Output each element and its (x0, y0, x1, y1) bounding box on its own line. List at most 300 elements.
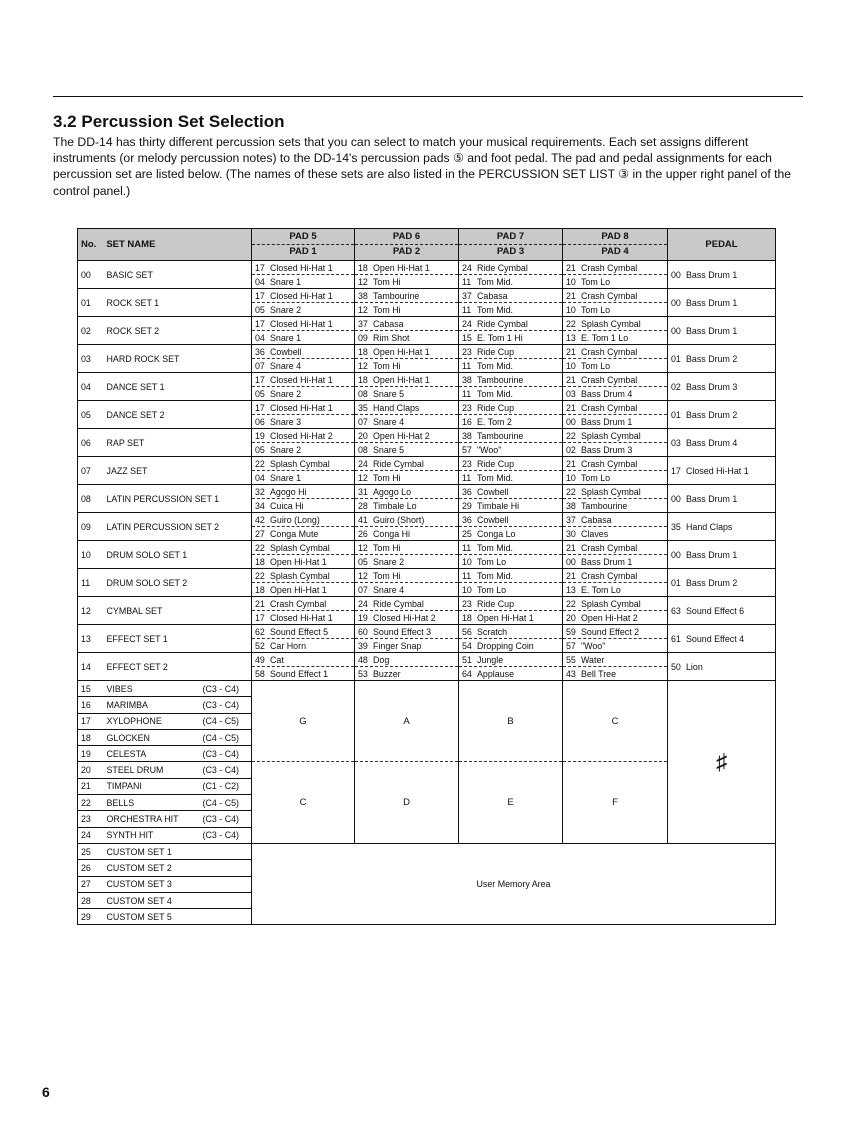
sound-name: Open Hi-Hat 1 (270, 556, 327, 567)
pedal-cell (668, 625, 776, 653)
sound-name: Open Hi-Hat 1 (373, 374, 430, 385)
sound-number: 21 (566, 262, 576, 273)
sound-name: Crash Cymbal (581, 458, 638, 469)
pad-cell (355, 303, 459, 317)
sound-number: 23 (462, 402, 472, 413)
note-range: (C1 - C2) (202, 781, 239, 792)
sound-number: 00 (566, 416, 576, 427)
set-name: CUSTOM SET 5 (104, 909, 252, 925)
table-row (78, 345, 776, 359)
header-pad-top: PAD 5 (252, 230, 354, 245)
sound-name: Closed Hi-Hat 1 (270, 262, 333, 273)
sound-name: Dropping Coin (477, 640, 534, 651)
pad-cell (252, 611, 355, 625)
pad-cell (563, 639, 668, 653)
pad-cell (563, 303, 668, 317)
sound-number: 48 (358, 654, 368, 665)
sound-name: Bass Drum 1 (686, 297, 738, 308)
sound-name: Crash Cymbal (581, 570, 638, 581)
sound-number: 11 (462, 304, 472, 315)
pad-cell (252, 261, 355, 275)
sound-name: Crash Cymbal (581, 290, 638, 301)
sound-name: Splash Cymbal (270, 542, 330, 553)
sound-number: 63 (671, 605, 681, 616)
pedal-cell (668, 457, 776, 485)
set-name-with-range (104, 746, 252, 762)
pad-cell (355, 415, 459, 429)
sound-name: Splash Cymbal (270, 458, 330, 469)
table-row (78, 261, 776, 275)
pad-cell (563, 457, 668, 471)
header-no-setname (78, 229, 252, 261)
sound-number: 08 (358, 444, 368, 455)
pedal-cell (668, 485, 776, 513)
sound-number: 19 (358, 612, 368, 623)
sound-name: Bass Drum 1 (686, 493, 738, 504)
sound-name: Bass Drum 1 (686, 325, 738, 336)
sound-number: 16 (462, 416, 472, 427)
pad-cell (459, 317, 563, 331)
sound-number: 06 (255, 416, 265, 427)
pad-cell (563, 373, 668, 387)
sound-name: Snare 5 (373, 444, 405, 455)
table-row (78, 485, 776, 499)
sound-number: 12 (358, 276, 368, 287)
sound-number: 38 (358, 290, 368, 301)
note-letter: A (403, 715, 410, 727)
sound-number: 22 (566, 486, 576, 497)
table-row (78, 625, 776, 639)
pad-cell (563, 443, 668, 457)
sound-number: 18 (255, 584, 265, 595)
set-name: CUSTOM SET 4 (104, 892, 252, 908)
sound-name: Snare 1 (270, 332, 302, 343)
set-name: CUSTOM SET 1 (104, 843, 252, 859)
set-name-with-range (104, 729, 252, 745)
pad-cell (355, 345, 459, 359)
sound-number: 43 (566, 668, 576, 679)
sound-name: Water (581, 654, 605, 665)
sound-name: Crash Cymbal (270, 598, 327, 609)
pad-cell (252, 331, 355, 345)
set-name: EFFECT SET 1 (104, 625, 252, 653)
pad-cell (252, 429, 355, 443)
melody-note-upper (252, 681, 355, 762)
set-number: 16 (78, 697, 104, 713)
pad-cell (563, 485, 668, 499)
set-name: BELLS (106, 797, 135, 808)
pad-cell (459, 499, 563, 513)
sound-name: E. Tom 1 Lo (581, 332, 629, 343)
sound-number: 10 (566, 304, 576, 315)
header-pad-top: PAD 6 (355, 230, 458, 245)
set-name: DRUM SOLO SET 1 (104, 541, 252, 569)
sound-name: Snare 2 (270, 444, 302, 455)
sound-number: 24 (462, 318, 472, 329)
sound-number: 38 (462, 374, 472, 385)
sound-name: Crash Cymbal (581, 346, 638, 357)
pad-cell (459, 401, 563, 415)
sound-name: "Woo" (581, 640, 606, 651)
header-pad-bottom: PAD 3 (496, 246, 525, 257)
set-number: 09 (78, 513, 104, 541)
sound-name: Ride Cup (477, 458, 514, 469)
pad-cell (252, 639, 355, 653)
sound-number: 58 (255, 668, 265, 679)
sound-number: 50 (671, 661, 681, 672)
header-pad-top: PAD 7 (459, 230, 562, 245)
sound-number: 07 (358, 416, 368, 427)
sound-number: 42 (255, 514, 265, 525)
pad-cell (459, 611, 563, 625)
pad-cell (563, 429, 668, 443)
sound-name: Tom Lo (581, 304, 611, 315)
sound-number: 11 (462, 542, 472, 553)
sound-name: Ride Cymbal (477, 262, 528, 273)
note-range: (C3 - C4) (202, 699, 239, 710)
table-row (78, 653, 776, 667)
sound-number: 55 (566, 654, 576, 665)
sound-number: 17 (671, 465, 681, 476)
sound-number: 11 (462, 388, 472, 399)
sound-number: 12 (358, 360, 368, 371)
sound-name: Guiro (Short) (373, 514, 425, 525)
sound-name: Bass Drum 2 (686, 409, 738, 420)
sound-name: Bass Drum 1 (686, 549, 738, 560)
melody-note-upper (355, 681, 459, 762)
set-number: 20 (78, 762, 104, 778)
table-row (78, 513, 776, 527)
sound-number: 62 (255, 626, 265, 637)
sound-number: 18 (462, 612, 472, 623)
pad-cell (355, 527, 459, 541)
sound-name: Ride Cymbal (373, 458, 424, 469)
pad-cell (355, 401, 459, 415)
header-pad-7-3 (459, 229, 563, 261)
pedal-cell (668, 513, 776, 541)
pad-cell (459, 429, 563, 443)
pad-cell (459, 359, 563, 373)
pad-cell (252, 653, 355, 667)
melody-pedal-sharp: ♯ (668, 681, 776, 844)
sound-number: 53 (358, 668, 368, 679)
sound-number: 21 (566, 290, 576, 301)
sound-number: 49 (255, 654, 265, 665)
sound-number: 17 (255, 290, 265, 301)
sound-name: Tom Lo (581, 276, 611, 287)
set-number: 08 (78, 485, 104, 513)
sound-name: Closed Hi-Hat 2 (373, 612, 436, 623)
note-range: (C3 - C4) (202, 748, 239, 759)
set-name: EFFECT SET 2 (104, 653, 252, 681)
set-name: DANCE SET 1 (104, 373, 252, 401)
pedal-cell (668, 541, 776, 569)
pad-cell (459, 387, 563, 401)
melody-note-upper (563, 681, 668, 762)
set-name: HARD ROCK SET (104, 345, 252, 373)
sound-name: Hand Claps (373, 402, 420, 413)
pad-cell (459, 541, 563, 555)
pad-cell (252, 569, 355, 583)
pad-cell (355, 513, 459, 527)
sound-name: Tom Mid. (477, 276, 513, 287)
sound-number: 01 (671, 353, 681, 364)
pad-cell (252, 289, 355, 303)
pad-cell (355, 611, 459, 625)
pad-cell (563, 541, 668, 555)
set-number: 22 (78, 795, 104, 811)
percussion-set-table (77, 228, 776, 925)
sound-number: 00 (671, 269, 681, 280)
pad-cell (459, 443, 563, 457)
sound-name: Crash Cymbal (581, 542, 638, 553)
sound-name: Tom Hi (373, 304, 401, 315)
sound-name: Snare 1 (270, 472, 302, 483)
sound-number: 00 (671, 325, 681, 336)
table-row (78, 597, 776, 611)
pad-cell (459, 457, 563, 471)
sound-name: Snare 2 (270, 388, 302, 399)
pad-cell (252, 513, 355, 527)
sound-name: Tom Lo (477, 584, 507, 595)
note-range: (C3 - C4) (202, 765, 239, 776)
set-number: 25 (78, 843, 104, 859)
sound-number: 12 (358, 570, 368, 581)
sound-number: 21 (566, 570, 576, 581)
sound-name: Bass Drum 2 (686, 353, 738, 364)
note-letter: F (612, 797, 618, 809)
pad-cell (355, 261, 459, 275)
sound-number: 57 (566, 640, 576, 651)
sound-number: 39 (358, 640, 368, 651)
pad-cell (355, 639, 459, 653)
sound-number: 21 (255, 598, 265, 609)
set-name: SYNTH HIT (106, 830, 154, 841)
sound-number: 12 (358, 472, 368, 483)
sound-name: Tom Lo (581, 472, 611, 483)
sound-number: 17 (255, 318, 265, 329)
set-number: 07 (78, 457, 104, 485)
pad-cell (459, 415, 563, 429)
sound-name: Bass Drum 1 (686, 269, 738, 280)
sound-number: 21 (566, 402, 576, 413)
header-pad-bottom: PAD 4 (601, 246, 629, 257)
set-number: 00 (78, 261, 104, 289)
sound-name: Scratch (477, 626, 508, 637)
set-name-with-range (104, 795, 252, 811)
sound-number: 37 (566, 514, 576, 525)
sound-number: 29 (462, 500, 472, 511)
pad-cell (459, 261, 563, 275)
pad-cell (459, 667, 563, 681)
sound-name: Tambourine (477, 374, 524, 385)
sound-number: 59 (566, 626, 576, 637)
note-range: (C4 - C5) (202, 716, 239, 727)
note-range: (C4 - C5) (202, 732, 239, 743)
sound-name: Conga Mute (270, 528, 319, 539)
pad-cell (252, 499, 355, 513)
pad-cell (459, 583, 563, 597)
sound-number: 02 (566, 444, 576, 455)
sound-name: Cuica Hi (270, 500, 304, 511)
set-name: GLOCKEN (106, 732, 150, 743)
sound-number: 03 (566, 388, 576, 399)
pad-cell (563, 555, 668, 569)
sound-number: 37 (358, 318, 368, 329)
pedal-cell (668, 597, 776, 625)
sound-number: 36 (462, 514, 472, 525)
sound-number: 15 (462, 332, 472, 343)
sound-name: Applause (477, 668, 515, 679)
header-pedal: PEDAL (668, 229, 776, 261)
sound-name: Sound Effect 6 (686, 605, 745, 616)
sound-number: 36 (255, 346, 265, 357)
sound-number: 36 (462, 486, 472, 497)
pedal-cell (668, 373, 776, 401)
sound-name: Open Hi-Hat 1 (373, 346, 430, 357)
sound-number: 01 (671, 577, 681, 588)
sound-name: Splash Cymbal (270, 570, 330, 581)
pad-cell (563, 359, 668, 373)
sound-number: 10 (566, 360, 576, 371)
set-number: 13 (78, 625, 104, 653)
sound-number: 22 (566, 318, 576, 329)
sound-name: Bass Drum 2 (686, 577, 738, 588)
table-row (78, 429, 776, 443)
pad-cell (252, 527, 355, 541)
sound-name: Hand Claps (686, 521, 733, 532)
sound-number: 23 (462, 346, 472, 357)
sound-name: Timbale Lo (373, 500, 417, 511)
set-name: TIMPANI (106, 781, 142, 792)
sound-number: 17 (255, 612, 265, 623)
set-name: XYLOPHONE (106, 716, 162, 727)
pad-cell (459, 527, 563, 541)
set-number: 05 (78, 401, 104, 429)
sound-number: 09 (358, 332, 368, 343)
pedal-cell (668, 317, 776, 345)
sound-number: 38 (462, 430, 472, 441)
sound-number: 51 (462, 654, 472, 665)
pad-cell (355, 317, 459, 331)
sound-number: 12 (358, 542, 368, 553)
sound-name: Ride Cup (477, 346, 514, 357)
sound-name: Closed Hi-Hat 1 (270, 374, 333, 385)
sound-number: 26 (358, 528, 368, 539)
sound-number: 22 (255, 542, 265, 553)
set-name: BASIC SET (104, 261, 252, 289)
sound-name: Car Horn (270, 640, 307, 651)
set-number: 03 (78, 345, 104, 373)
table-row (78, 843, 776, 859)
sound-name: Open Hi-Hat 2 (373, 430, 430, 441)
pad-cell (563, 583, 668, 597)
pad-cell (563, 471, 668, 485)
pad-cell (563, 597, 668, 611)
set-number: 29 (78, 909, 104, 925)
sound-name: Bass Drum 4 (686, 437, 738, 448)
header-pad-8-4 (563, 229, 668, 261)
sound-name: E. Tom 1 Hi (477, 332, 523, 343)
pad-cell (252, 597, 355, 611)
sound-name: Tom Mid. (477, 360, 513, 371)
sound-name: Agogo Hi (270, 486, 307, 497)
sound-name: Bass Drum 4 (581, 388, 633, 399)
set-number: 21 (78, 778, 104, 794)
sound-number: 35 (671, 521, 681, 532)
sound-name: Tom Lo (581, 360, 611, 371)
sound-number: 02 (671, 381, 681, 392)
pad-cell (252, 625, 355, 639)
sound-name: Sound Effect 3 (373, 626, 432, 637)
sound-name: Open Hi-Hat 1 (477, 612, 534, 623)
sound-number: 23 (462, 598, 472, 609)
sound-name: Ride Cup (477, 598, 514, 609)
sound-name: Tom Hi (373, 472, 401, 483)
pad-cell (252, 541, 355, 555)
sound-name: Tambourine (373, 290, 420, 301)
set-name: LATIN PERCUSSION SET 1 (104, 485, 252, 513)
sound-number: 18 (255, 556, 265, 567)
set-number: 14 (78, 653, 104, 681)
sound-name: Bass Drum 3 (686, 381, 738, 392)
sound-name: Timbale Hi (477, 500, 520, 511)
sound-name: Splash Cymbal (581, 430, 641, 441)
sound-number: 27 (255, 528, 265, 539)
set-name: ROCK SET 1 (104, 289, 252, 317)
sound-name: Cowbell (477, 514, 509, 525)
set-name: ROCK SET 2 (104, 317, 252, 345)
set-name: RAP SET (104, 429, 252, 457)
pad-cell (252, 373, 355, 387)
set-name: ORCHESTRA HIT (106, 814, 179, 825)
pad-cell (355, 457, 459, 471)
sound-name: Bass Drum 3 (581, 444, 633, 455)
sound-number: 35 (358, 402, 368, 413)
sound-name: Closed Hi-Hat 1 (270, 290, 333, 301)
sound-number: 52 (255, 640, 265, 651)
set-name: JAZZ SET (104, 457, 252, 485)
pad-cell (355, 485, 459, 499)
pad-cell (563, 289, 668, 303)
sound-number: 64 (462, 668, 472, 679)
sound-number: 54 (462, 640, 472, 651)
sound-name: E. Tom Lo (581, 584, 621, 595)
pad-cell (563, 667, 668, 681)
header-pad-bottom: PAD 2 (392, 246, 421, 257)
pad-cell (355, 359, 459, 373)
melody-note-lower (563, 762, 668, 843)
sound-number: 10 (462, 584, 472, 595)
sound-name: Tom Mid. (477, 542, 513, 553)
sound-name: Crash Cymbal (581, 402, 638, 413)
sound-number: 11 (462, 472, 472, 483)
pedal-cell (668, 653, 776, 681)
sound-number: 00 (671, 549, 681, 560)
sound-number: 22 (566, 598, 576, 609)
pad-cell (252, 401, 355, 415)
set-name-with-range (104, 778, 252, 794)
sound-name: Cabasa (581, 514, 612, 525)
sound-name: Tom Mid. (477, 570, 513, 581)
set-name: LATIN PERCUSSION SET 2 (104, 513, 252, 541)
sound-name: Splash Cymbal (581, 318, 641, 329)
sound-name: Tom Hi (373, 570, 401, 581)
sound-number: 24 (358, 458, 368, 469)
sound-number: 18 (358, 374, 368, 385)
melody-note-lower (459, 762, 563, 843)
set-number: 04 (78, 373, 104, 401)
